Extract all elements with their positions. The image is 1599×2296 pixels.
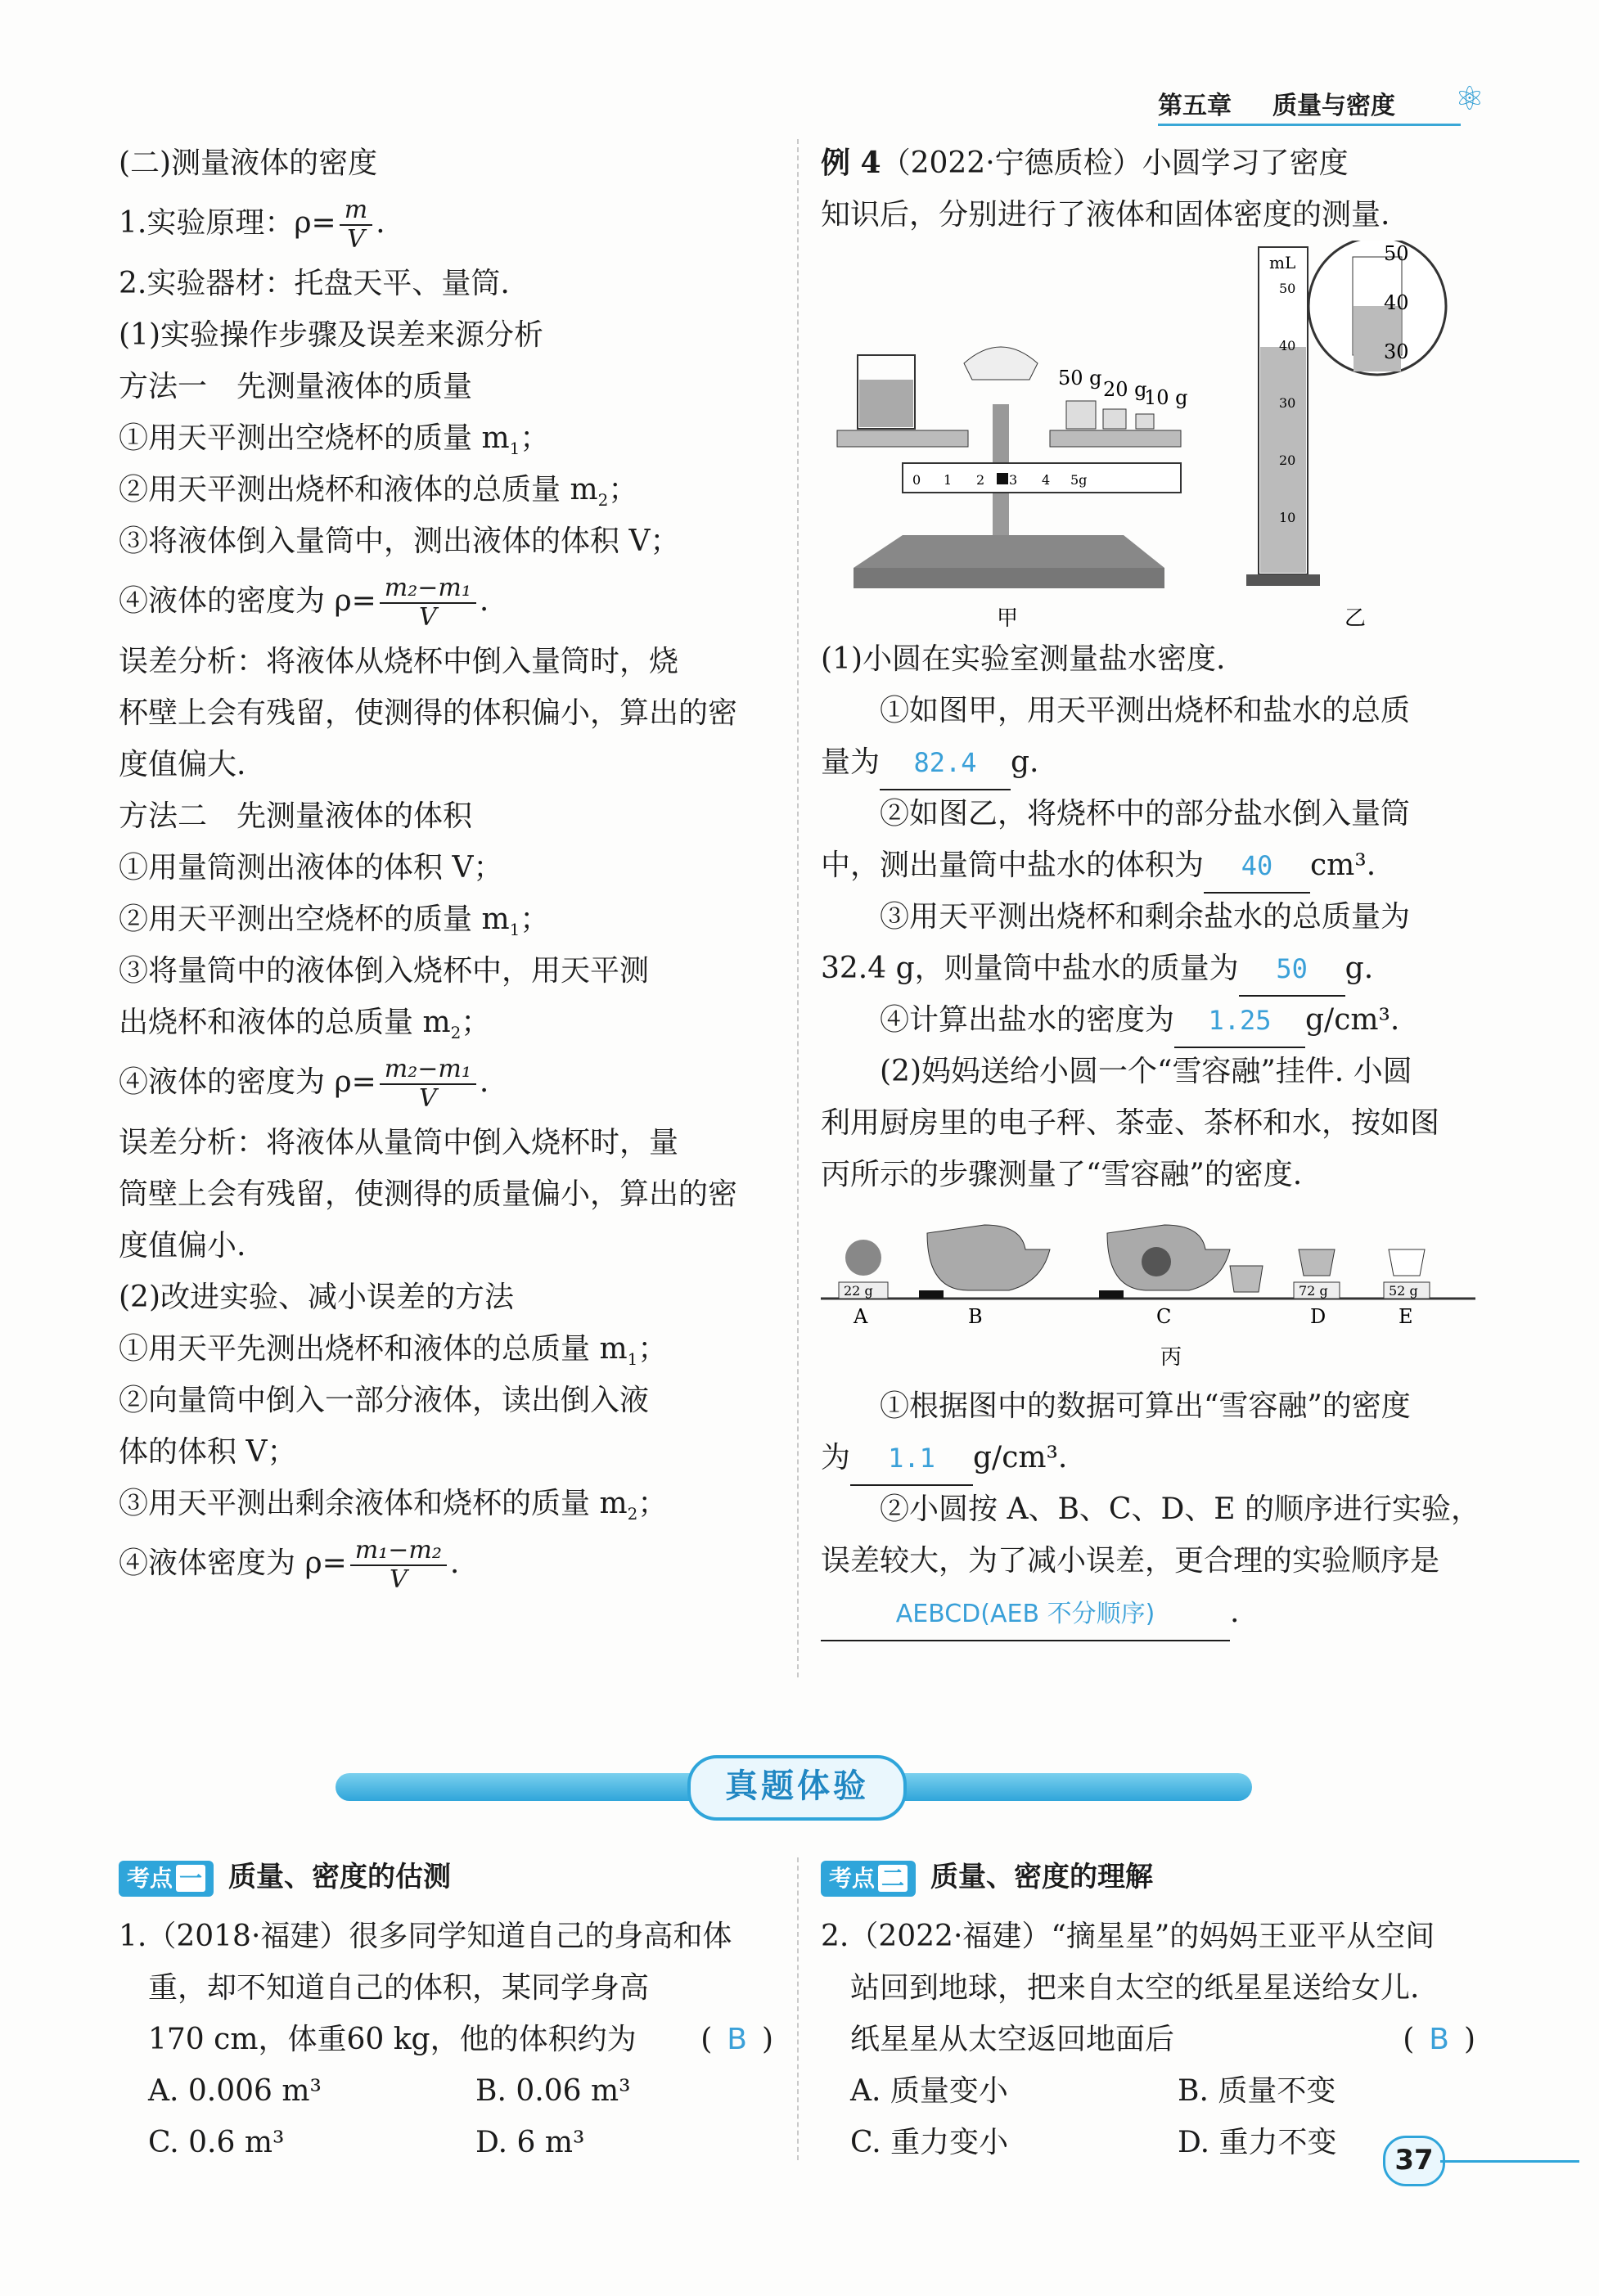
method-one-step4: ④液体的密度为 ρ= $\frac{\text{m₂−m₁}}{V}$ . [119,574,489,632]
zoom-tick: 50 [1384,242,1409,265]
topic-tag-number: 一 [176,1865,205,1892]
q2-a-line2 [821,1432,1484,1483]
cylinder-base [1246,574,1320,586]
question-text-last [821,2014,1475,2065]
header-rule [1158,124,1461,126]
q-text: . [1230,1596,1240,1629]
topic-tag-number: 二 [878,1865,908,1892]
tick-label: 2 [976,472,985,488]
tick-label: 5g [1070,472,1088,488]
error-analysis-2c: 度值偏小. [119,1229,246,1263]
q-text: 32.4 g，则量筒中盐水的质量为 [821,952,1239,985]
q1-b-line1: ②如图乙，将烧杯中的部分盐水倒入量筒 [880,797,1411,831]
tick-label: 3 [1009,472,1018,488]
chapter-label: 第五章 [1158,92,1232,120]
improve-step2b: 体的体积 V； [119,1435,297,1469]
step-text: ③用天平测出剩余液体和烧杯的质量 m [119,1487,628,1520]
fraction-denominator: V [347,225,365,254]
cylinder-tick: 50 [1279,281,1296,296]
teacup-d [1299,1249,1335,1276]
option-a: A. 0.006 m³ [148,2074,322,2108]
cylinder-tick: 30 [1279,395,1296,411]
figure-kitchen-scale [821,1200,1484,1380]
q1-c-line1: ③用天平测出烧杯和剩余盐水的总质量为 [880,900,1411,934]
question-2 [821,1911,1475,2168]
answer-choice: ( B ) [700,2023,773,2056]
formula-fraction [340,196,372,254]
figure-caption-bing: 丙 [1160,1345,1182,1370]
error-analysis-1b: 杯壁上会有残留，使测得的体积偏小，算出的密 [119,696,738,730]
options-row [821,2117,1475,2168]
page-header [1142,80,1485,126]
q2-b-line3 [821,1587,1484,1638]
step-text: ④液体的密度为 ρ= [119,584,376,618]
formula-fraction [380,574,476,632]
method-two-heading: 方法二 先测量液体的体积 [119,799,473,833]
q2-b-line2: 误差较大，为了减小误差，更合理的实验顺序是 [821,1544,1440,1578]
balance-dial [964,347,1038,380]
weight-label: 20 g [1103,378,1147,401]
answer-blank: 50 [1239,943,1345,997]
balance-base [854,535,1164,568]
step-text: ④液体的密度为 ρ= [119,1065,376,1099]
page-number-rule [1440,2160,1579,2163]
q-text: cm³. [1310,849,1376,882]
left-pan [837,430,968,447]
method-one-heading: 方法一 先测量液体的质量 [119,370,473,403]
step-label: D [1310,1305,1326,1328]
method-two-step2: ②用天平测出空烧杯的质量 $m_1$； [119,903,550,940]
fraction-numerator: m₁−m₂ [350,1537,447,1566]
topic-title: 质量、密度的理解 [930,1861,1154,1893]
fraction-denominator: V [389,1565,408,1594]
formula-fraction [380,1056,476,1113]
error-analysis-2b: 筒壁上会有残留，使测得的质量偏小，算出的密 [119,1177,738,1211]
formula-fraction [350,1537,447,1594]
principle-line: 1.实验原理：ρ= $\frac{m}{V}$ . [119,196,385,254]
question-text: 1.（2018·福建）很多同学知道自己的身高和体 [119,1920,732,1953]
error-analysis-1c: 度值偏大. [119,748,246,781]
improve-step1: ①用天平先测出烧杯和液体的总质量 $m_1$； [119,1332,668,1370]
fraction-numerator: m₂−m₁ [380,574,476,604]
left-column [119,137,773,1598]
figure-caption-yi: 乙 [1345,606,1367,631]
options-row [821,2065,1475,2117]
topic-tag [821,1861,916,1897]
q1-b-line2 [821,840,1484,891]
answer-letter: B [727,2023,747,2056]
q1-a-line2 [821,736,1484,788]
answer-letter: B [1429,2023,1449,2056]
options-row [119,2117,773,2168]
figure-2-graphic [821,1200,1475,1380]
page-number: 37 [1383,2136,1445,2186]
option-a: A. 质量变小 [850,2074,1008,2108]
question-text: 重，却不知道自己的体积，某同学身高 [148,1971,650,2005]
answer-choice: ( B ) [1403,2023,1475,2056]
weight-label: 10 g [1144,386,1188,409]
method-one-step3: ③将液体倒入量筒中，测出液体的体积 V； [119,524,680,558]
zoom-tick: 30 [1384,340,1409,363]
q1-d-line [821,994,1484,1046]
weight-50g [1066,401,1096,429]
answer-blank: 82.4 [880,737,1011,790]
section-banner [336,1755,1252,1817]
step-text: ①用天平先测出烧杯和液体的总质量 m [119,1332,628,1366]
step-text: ②用天平测出烧杯和液体的总质量 m [119,473,598,506]
weight-20g [1103,409,1126,429]
topic-two-heading [821,1856,1153,1898]
improve-step4: ④液体密度为 ρ= $\frac{\text{m₁−m₂}}{V}$ . [119,1536,460,1594]
q2-line2: 利用厨房里的电子秤、茶壶、茶杯和水，按如图 [821,1106,1440,1140]
example-heading [821,137,1484,189]
figure-1-graphic [821,241,1475,633]
method-one-step1: ①用天平测出空烧杯的质量 $m_1$； [119,421,550,459]
options-row [119,2065,773,2117]
method-two-step3b: 出烧杯和液体的总质量 $m_2$； [119,1006,491,1043]
topic-tag [119,1861,214,1897]
chapter-title: 质量与密度 [1272,92,1395,120]
option-c: C. 重力变小 [850,2126,1009,2159]
question-text: 站回到地球，把来自太空的纸星星送给女儿. [850,1971,1420,2005]
q2-b-line1: ②小圆按 A、B、C、D、E 的顺序进行实验， [880,1492,1481,1526]
equipment-line: 2.实验器材：托盘天平、量筒. [119,267,510,300]
step-text: 出烧杯和液体的总质量 m [119,1006,451,1039]
step-label: B [968,1305,983,1328]
answer-blank: 1.1 [850,1433,973,1486]
method-two-step3a: ③将量筒中的液体倒入烧杯中，用天平测 [119,954,650,988]
answer-blank: AEBCD(AEB 不分顺序) [821,1588,1230,1641]
scale-reading: 72 g [1299,1283,1328,1299]
scale-reading: 52 g [1389,1283,1418,1299]
scale-reading: 22 g [844,1283,873,1299]
section-heading: (二)测量液体的密度 [119,146,378,180]
right-pan [1050,430,1181,447]
example-text-2: 知识后，分别进行了液体和固体密度的测量. [821,198,1390,232]
cylinder-tick: 40 [1279,338,1296,353]
method-one-step2: ②用天平测出烧杯和液体的总质量 $m_2$； [119,473,638,511]
improve-heading: (2)改进实验、减小误差的方法 [119,1281,514,1314]
option-c: C. 0.6 m³ [148,2126,285,2159]
banner-title: 真题体验 [687,1755,907,1821]
zoom-tick: 40 [1384,291,1409,314]
q-text: g. [1011,745,1039,779]
topic-tag-text: 考点 [829,1864,876,1892]
method-two-step4: ④液体的密度为 ρ= $\frac{\text{m₂−m₁}}{V}$ . [119,1055,489,1113]
cylinder-tick: 10 [1279,510,1296,525]
answer-blank: 40 [1204,840,1310,894]
answer-blank: 1.25 [1174,995,1305,1048]
q-text: 量为 [821,745,881,779]
question-text-last [119,2014,773,2065]
column-divider [797,139,799,1677]
option-d: D. 6 m³ [475,2126,585,2159]
question-1 [119,1911,773,2168]
steps-heading: (1)实验操作步骤及误差来源分析 [119,318,543,352]
weight-10g [1136,414,1154,429]
balance-foot [854,568,1164,588]
topic-title: 质量、密度的估测 [228,1861,452,1893]
improve-step3: ③用天平测出剩余液体和烧杯的质量 $m_2$； [119,1487,668,1524]
topic-tag-text: 考点 [127,1864,173,1892]
step-text: ①用天平测出空烧杯的质量 m [119,421,510,455]
teacup-c [1230,1266,1263,1292]
cylinder-unit: mL [1269,253,1296,272]
q1-c-line2 [821,943,1484,994]
q-text: ④计算出盐水的密度为 [880,1003,1175,1037]
step-text: ④液体密度为 ρ= [119,1546,347,1580]
q2-a-line1: ①根据图中的数据可算出“雪容融”的密度 [880,1389,1411,1423]
fraction-denominator: V [418,1084,437,1113]
weight-label: 50 g [1058,367,1102,389]
step-label: C [1156,1305,1172,1328]
tick-label: 1 [944,472,953,488]
method-two-step1: ①用量筒测出液体的体积 V； [119,851,503,885]
teacup-e [1389,1249,1425,1276]
tick-label: 0 [912,472,921,488]
q-text: g/cm³. [1305,1003,1400,1037]
q-text: 为 [821,1441,851,1474]
teapot-b [927,1225,1050,1290]
step-text: ②用天平测出空烧杯的质量 m [119,903,510,936]
q-text: g. [1345,952,1374,985]
step-label: A [854,1305,868,1328]
question-text: 170 cm，体重60 kg，他的体积约为 [148,2023,637,2056]
option-b: B. 质量不变 [1178,2074,1336,2108]
fraction-numerator: m₂−m₁ [380,1056,476,1085]
principle-text: 1.实验原理：ρ= [119,206,336,240]
q-text: 中，测出量筒中盐水的体积为 [821,849,1205,882]
question-text: 2.（2022·福建）“摘星星”的妈妈王亚平从空间 [821,1920,1435,1953]
option-b: B. 0.06 m³ [475,2074,631,2108]
tick-label: 4 [1042,472,1051,488]
example-label: 例 4 [821,146,881,180]
mascot-in-pot [1142,1247,1171,1276]
fraction-denominator: V [418,603,437,632]
q-text: g/cm³. [973,1441,1068,1474]
scale-c [1099,1290,1124,1299]
figure-caption-jia: 甲 [997,606,1019,631]
step-label: E [1399,1305,1413,1328]
rider [997,473,1008,484]
improve-step2a: ②向量筒中倒入一部分液体，读出倒入液 [119,1384,650,1417]
cylinder-tick: 20 [1279,452,1296,468]
atom-icon: ⚛ [1455,80,1484,118]
error-analysis-1a: 误差分析：将液体从烧杯中倒入量筒时，烧 [119,645,679,678]
option-d: D. 重力不变 [1178,2126,1337,2159]
fraction-numerator: m [340,196,372,226]
scale-b [919,1290,944,1299]
question-text: 纸星星从太空返回地面后 [850,2023,1175,2056]
q2-line1: (2)妈妈送给小圆一个“雪容融”挂件. 小圆 [880,1055,1412,1088]
topic-one-heading [119,1856,451,1898]
beaker-liquid [859,380,913,427]
q1-intro: (1)小圆在实验室测量盐水密度. [821,642,1226,676]
q2-line3: 丙所示的步骤测量了“雪容融”的密度. [821,1158,1303,1191]
example-text: （2022·宁德质检）小圆学习了密度 [881,146,1349,180]
figure-balance-cylinder [821,241,1484,633]
mascot [845,1240,881,1276]
column-divider-lower [797,1857,799,2160]
q1-a-line1: ①如图甲，用天平测出烧杯和盐水的总质 [880,694,1411,727]
error-analysis-2a: 误差分析：将液体从量筒中倒入烧杯时，量 [119,1126,679,1159]
right-column [821,137,1484,1638]
